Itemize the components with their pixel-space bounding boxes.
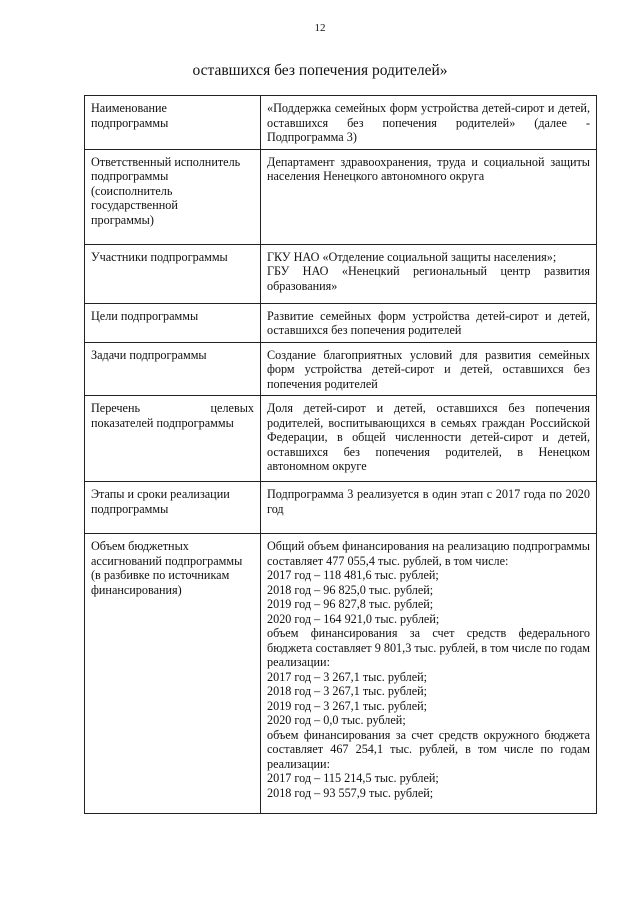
financing-year: 2019 год – 3 267,1 тыс. рублей; [267, 698, 428, 713]
financing-year: 2018 год – 93 557,9 тыс. рублей; [267, 785, 434, 800]
row-label [85, 244, 261, 303]
label-line: Этапы и сроки реализации [91, 487, 230, 501]
table-heading: оставшихся без попечения родителей» [192, 62, 448, 79]
value-text: Развитие семейных форм устройства детей-сирот и детей, оставшихся без попечения родителей [267, 308, 590, 337]
financing-year: 2017 год – 3 267,1 тыс. рублей; [267, 669, 428, 684]
label-line: показателей подпрограммы [91, 415, 234, 430]
label-line: Объем бюджетных [91, 539, 189, 553]
value-text: Департамент здравоохранения, труда и социальной защиты населения Ненецкого автономного округа [267, 154, 590, 183]
financing-year: 2018 год – 96 825,0 тыс. рублей; [267, 582, 434, 597]
value-text: ГБУ НАО «Ненецкий региональный центр развития образования» [267, 264, 590, 293]
value-text: Доля детей-сирот и детей, оставшихся без попечения родителей, воспитывающихся в семьях граждан Российской Федерации, в общей численности детей-сирот и детей, оставшихся без попечения родителей, в Ненецком автономном округе [267, 401, 590, 473]
table-row [85, 534, 597, 814]
financing-text: Общий объем финансирования на реализацию подпрограммы составляет 477 055,4 тыс. рублей, в том числе: [267, 539, 590, 568]
row-value [261, 534, 597, 814]
row-label [85, 534, 261, 814]
row-label [85, 303, 261, 342]
label-line: Задачи подпрограммы [91, 347, 207, 362]
table-row [85, 342, 597, 396]
table-row [85, 149, 597, 244]
subprogram-passport-table [84, 95, 597, 814]
row-value [261, 244, 597, 303]
financing-text: объем финансирования за счет средств федерального бюджета составляет 9 801,3 тыс. рублей, в том числе по годам реализации: [267, 626, 590, 669]
label-line [91, 401, 254, 416]
financing-year: 2019 год – 96 827,8 тыс. рублей; [267, 597, 434, 611]
table-row [85, 96, 597, 150]
financing-text: объем финансирования за счет средств окружного бюджета составляет 467 254,1 тыс. рублей, в том числе по годам реализации: [267, 727, 590, 771]
label-word: целевых [210, 401, 254, 415]
row-value [261, 482, 597, 534]
table-row [85, 482, 597, 534]
page-number: 12 [314, 22, 326, 34]
label-line: программы) [91, 212, 154, 227]
row-value [261, 303, 597, 342]
row-value [261, 96, 597, 150]
label-line: Ответственный исполнитель [91, 154, 241, 169]
row-label [85, 149, 261, 244]
label-line: подпрограммы [91, 115, 169, 130]
row-value [261, 342, 597, 396]
row-value [261, 149, 597, 244]
label-line: Цели подпрограммы [91, 308, 199, 323]
label-line: государственной [91, 198, 178, 212]
label-line: подпрограммы [91, 169, 169, 183]
label-line: Наименование [91, 101, 167, 115]
table-row [85, 396, 597, 482]
financing-year: 2020 год – 164 921,0 тыс. рублей; [267, 611, 440, 626]
label-word: Перечень [91, 401, 141, 415]
row-label [85, 342, 261, 396]
label-line: ассигнований подпрограммы [91, 553, 243, 568]
row-value [261, 396, 597, 482]
value-text: Подпрограмма 3 реализуется в один этап с 2017 года по 2020 год [267, 487, 590, 516]
label-line: Участники подпрограммы [91, 249, 228, 264]
financing-year: 2018 год – 3 267,1 тыс. рублей; [267, 684, 428, 698]
value-text: «Поддержка семейных форм устройства детей-сирот и детей, оставшихся без попечения родителей» (далее - Подпрограмма 3) [267, 101, 590, 144]
label-line: (в разбивке по источникам [91, 568, 230, 582]
label-line: (соисполнитель [91, 183, 173, 198]
label-line: подпрограммы [91, 501, 169, 516]
table-row [85, 244, 597, 303]
row-label [85, 96, 261, 150]
table-row [85, 303, 597, 342]
label-line: финансирования) [91, 582, 182, 597]
row-label [85, 396, 261, 482]
row-label [85, 482, 261, 534]
value-text: Создание благоприятных условий для развития семейных форм устройства детей-сирот и детей, оставшихся без попечения родителей [267, 347, 590, 391]
financing-year: 2017 год – 118 481,6 тыс. рублей; [267, 568, 439, 582]
value-text: ГКУ НАО «Отделение социальной защиты населения»; [267, 249, 557, 264]
financing-year: 2020 год – 0,0 тыс. рублей; [267, 713, 406, 727]
financing-year: 2017 год – 115 214,5 тыс. рублей; [267, 771, 439, 785]
